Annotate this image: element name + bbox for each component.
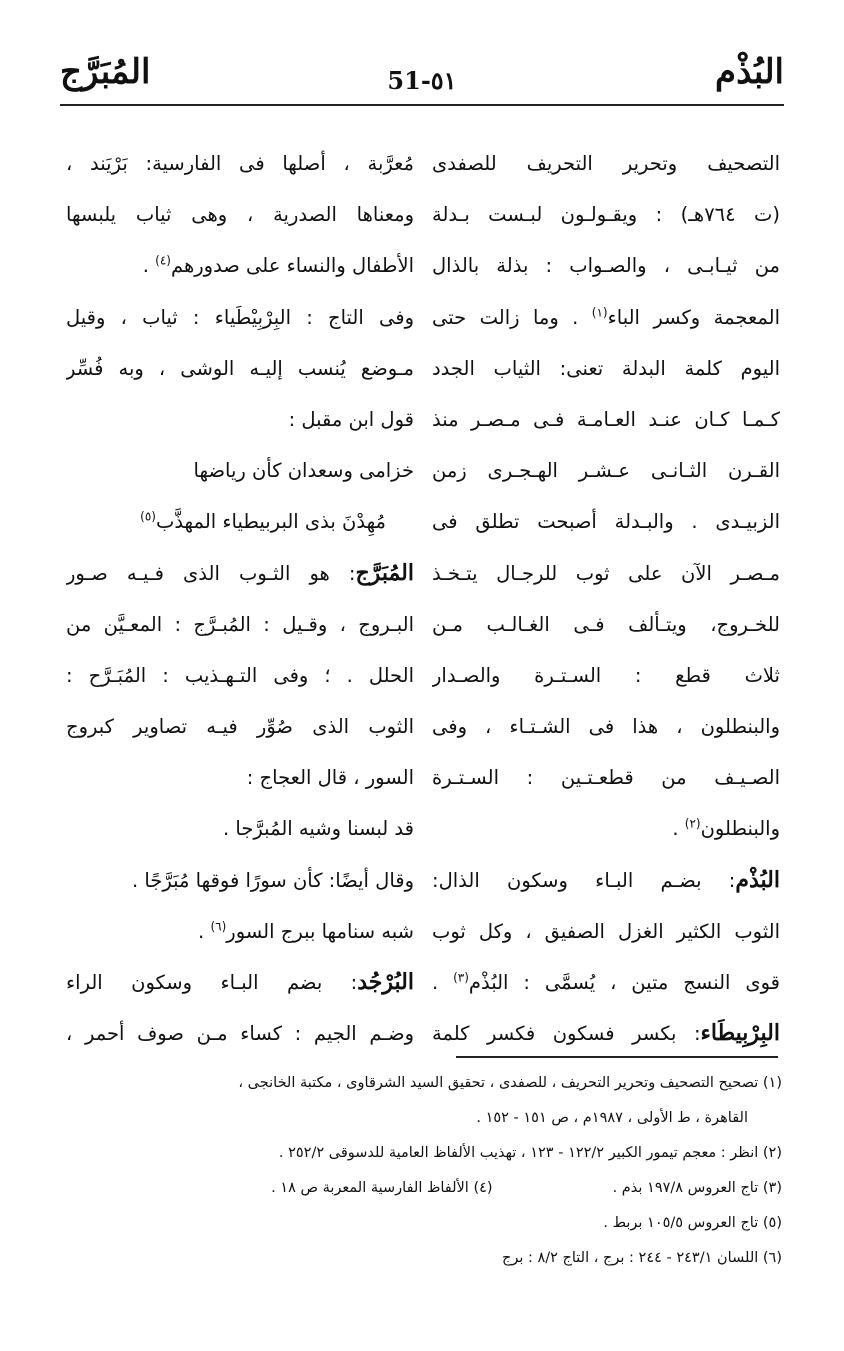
header-headword-left: المُبَرَّج bbox=[60, 52, 151, 92]
text-line: الثوب الذى صُوِّر فيـه تصاوير كبروج bbox=[66, 715, 414, 739]
text-line: الصـيـف من قطعـتـين : السـتـرة bbox=[432, 766, 780, 790]
text-line: التصحيف وتحرير التحريف للصفدى bbox=[432, 152, 780, 175]
text-segment: المعجمة وكسر الباء bbox=[607, 305, 780, 329]
text-line bbox=[432, 803, 780, 854]
entry-headword: البِرْبِيطَاء bbox=[700, 1020, 780, 1047]
text-line: الزبيـدى . والبـدلة أصبحت تطلق فى bbox=[432, 510, 780, 534]
footnote-rule bbox=[456, 1056, 778, 1058]
text-line: مـوضع يُنسب إليـه الوشى ، وبه فُسِّر bbox=[66, 356, 414, 380]
text-line: ومعناها الصدرية ، وهى ثياب يلبسها bbox=[66, 203, 414, 227]
footnote-continuation: القاهرة ، ط الأولى ، ١٩٨٧م ، ص ١٥١ - ١٥٢ . bbox=[476, 1110, 748, 1126]
text-segment: . bbox=[142, 254, 156, 278]
verse-line bbox=[66, 496, 414, 547]
entry-line bbox=[66, 548, 414, 599]
footnote-ref: (٦) bbox=[210, 919, 227, 934]
verse-line: خزامى وسعدان كأن رياضها bbox=[193, 459, 414, 483]
text-segment: شبه سنامها ببرج السور bbox=[226, 919, 414, 943]
text-segment: والبنطلون bbox=[700, 817, 780, 841]
text-segment: مُهِدْنَ بذى البربيطياء المهذَّب bbox=[155, 510, 386, 534]
verse-line: وقال أيضًا: كأن سورًا فوقها مُبَرَّجًا . bbox=[131, 868, 414, 892]
entry-line bbox=[432, 855, 780, 906]
text-line bbox=[66, 240, 414, 291]
text-line: ثلاث قطع : السـتـرة والصـدار bbox=[432, 663, 780, 687]
text-line bbox=[432, 292, 780, 343]
text-line: وضـم الجيم : كساء مـن صوف أحمر ، bbox=[66, 1022, 414, 1046]
text-line: البـروج ، وقـيل : المُبـرَّج : المعـيَّن من bbox=[66, 612, 414, 636]
entry-line bbox=[432, 1008, 780, 1059]
text-line: من ثيـابـى ، والصـواب : بذلة بالذال bbox=[432, 254, 780, 278]
text-line: اليوم كلمة البدلة تعنى: الثياب الجدد bbox=[432, 356, 780, 380]
text-line: السور ، قال العجاج : bbox=[246, 766, 414, 790]
text-segment: : بضم البـاء وسكون الراء bbox=[66, 971, 358, 994]
text-segment: . وما زالت حتى bbox=[432, 305, 592, 329]
text-line bbox=[66, 906, 414, 957]
footnote: (٣) تاج العروس ١٩٧/٨ بذم . bbox=[612, 1180, 782, 1196]
header-rule bbox=[60, 104, 784, 106]
text-segment: . bbox=[432, 971, 454, 994]
footnote-ref: (٥) bbox=[140, 509, 156, 524]
text-line: قول ابن مقبل : bbox=[288, 407, 414, 431]
text-segment: : بضـم البـاء وسكون الذال: bbox=[432, 868, 736, 892]
verse-line: قد لبسنا وشيه المُبرَّجا . bbox=[223, 817, 414, 841]
footnote-ref: (٢) bbox=[684, 816, 701, 831]
header-headword-right: البُذْم bbox=[715, 52, 784, 92]
text-segment: : بكسر فسكون فكسر كلمة bbox=[432, 1022, 701, 1046]
text-line: مـصـر الآن على ثوب للرجـال يتـخـذ bbox=[432, 561, 780, 585]
footnote-ref: (٣) bbox=[453, 970, 469, 985]
text-line: الثوب الكثير الغزل الصفيق ، وكل ثوب bbox=[432, 919, 780, 943]
footnotes bbox=[62, 1066, 782, 1276]
text-line: القـرن الثـانـى عـشـر الهـجـرى زمن bbox=[432, 459, 780, 483]
footnote-ref: (٤) bbox=[155, 253, 171, 268]
footnote: (٢) انظر : معجم تيمور الكبير ١٢٢/٢ - ١٢٣ ، تهذيب الألفاظ العامية للدسوقى ٢٥٢/٢ . bbox=[278, 1145, 782, 1161]
text-line: والبنطلون ، هذا فى الشـتـاء ، وفى bbox=[432, 715, 780, 739]
page-header bbox=[60, 48, 784, 106]
entry-headword: البُذْم bbox=[735, 866, 780, 893]
right-column bbox=[432, 138, 780, 1059]
left-column bbox=[66, 138, 414, 1059]
footnote: (٥) تاج العروس ١٠٥/٥ بربط . bbox=[603, 1215, 782, 1231]
text-line: للخـروج، ويتـألف فـى الغـالـب مـن bbox=[432, 612, 780, 636]
text-segment: قوى النسج متين ، يُسمَّى : البُذْم bbox=[468, 971, 780, 994]
footnote: (٦) اللسان ٢٤٣/١ - ٢٤٤ : برج ، التاج ٨/٢ : برج bbox=[501, 1250, 782, 1266]
footnote: (١) تصحيح التصحيف وتحرير التحريف ، للصفدى ، تحقيق السيد الشرقاوى ، مكتبة الخانجى ، bbox=[238, 1075, 782, 1091]
text-segment: . bbox=[198, 919, 211, 943]
text-line: الحلل . ؛ وفى التـهـذيب : المُبَـرَّح : bbox=[66, 663, 414, 687]
text-line: كـمـا كـان عنـد العـامـة فـى مـصـر منذ bbox=[432, 407, 780, 431]
entry-headword: البُرْجُد bbox=[357, 969, 414, 995]
text-line: وفى التاج : البِرْبِيْطَياء : ثياب ، وقيل bbox=[66, 305, 414, 329]
text-segment: . bbox=[672, 817, 685, 841]
text-line: مُعرَّبة ، أصلها فى الفارسية: بَرْيَند ، bbox=[66, 152, 414, 175]
text-line bbox=[432, 957, 780, 1008]
text-line: (ت ٧٦٤هـ) : ويقـولـون لبـست بـدلة bbox=[432, 203, 780, 227]
text-segment: الأطفال والنساء على صدورهم bbox=[170, 254, 414, 278]
footnote-ref: (١) bbox=[591, 305, 608, 320]
footnote: (٤) الألفاظ الفارسية المعربة ص ١٨ . bbox=[271, 1180, 493, 1196]
entry-headword: المُبَرَّج bbox=[355, 559, 414, 586]
text-segment: : هو الثـوب الذى فـيـه صـور bbox=[66, 561, 356, 585]
footnote-row bbox=[62, 1171, 782, 1206]
entry-line bbox=[66, 957, 414, 1008]
page-number: 51-٥١ bbox=[387, 66, 457, 95]
